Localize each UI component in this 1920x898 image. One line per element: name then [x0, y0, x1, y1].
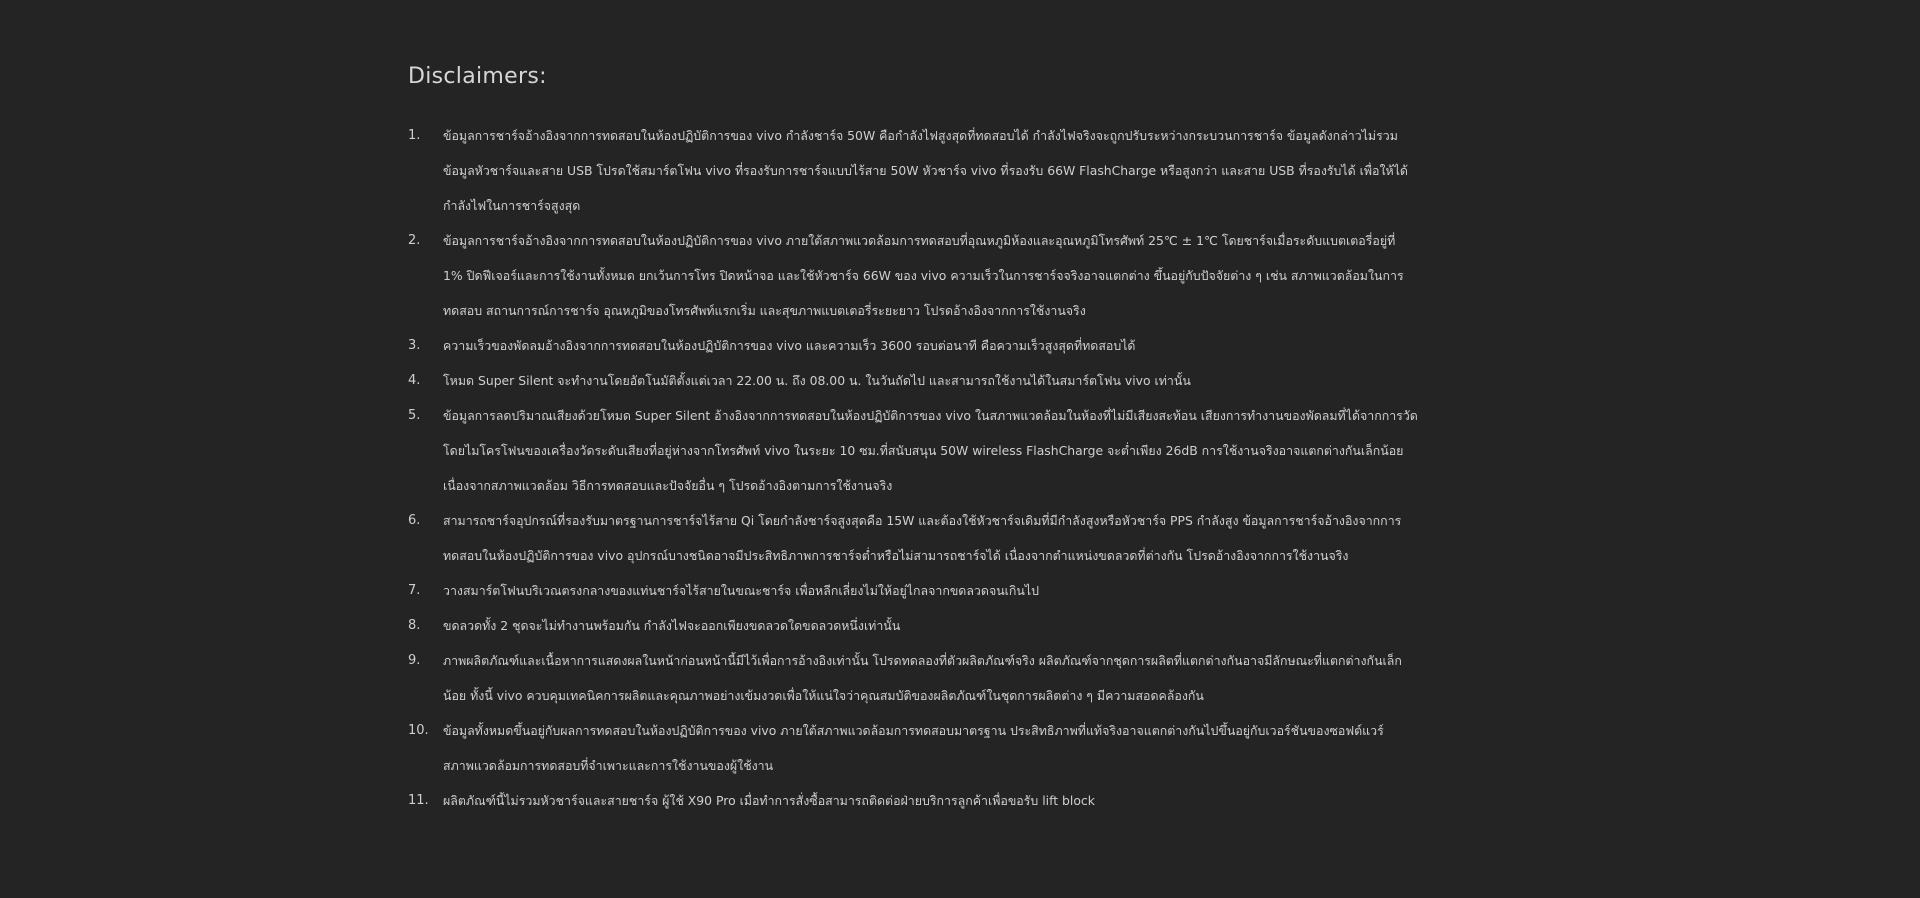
disclaimer-item	[408, 713, 1548, 783]
disclaimer-number: 3.	[408, 338, 421, 353]
disclaimer-number: 1.	[408, 128, 421, 143]
disclaimer-text-line: ข้อมูลการลดปริมาณเสียงด้วยโหมด Super Silent อ้างอิงจากการทดสอบในห้องปฏิบัติการของ vivo ในสภาพแวดล้อมในห้องที่ไม่มีเสียงสะท้อน เสียงการทำงานของพัดลมที่ได้จากการวัด	[443, 408, 1418, 423]
disclaimers-title: Disclaimers:	[408, 64, 547, 89]
disclaimer-text-line: สามารถชาร์จอุปกรณ์ที่รองรับมาตรฐานการชาร์จไร้สาย Qi โดยกำลังชาร์จสูงสุดคือ 15W และต้องใช้หัวชาร์จเดิมที่มีกำลังสูงหรือหัวชาร์จ PPS กำลังสูง ข้อมูลการชาร์จอ้างอิงจากการ	[443, 513, 1402, 528]
disclaimer-item	[408, 608, 1548, 643]
disclaimer-text-line: ผลิตภัณฑ์นี้ไม่รวมหัวชาร์จและสายชาร์จ ผู้ใช้ X90 Pro เมื่อทำการสั่งซื้อสามารถติดต่อฝ่ายบริการลูกค้าเพื่อขอรับ lift block	[443, 793, 1095, 808]
disclaimer-item	[408, 503, 1548, 573]
disclaimer-text-line: ภาพผลิตภัณฑ์และเนื้อหาการแสดงผลในหน้าก่อนหน้านี้มีไว้เพื่อการอ้างอิงเท่านั้น โปรดทดลองที่ตัวผลิตภัณฑ์จริง ผลิตภัณฑ์จากชุดการผลิตที่แตกต่างกันอาจมีลักษณะที่แตกต่างกันเล็ก	[443, 653, 1402, 668]
disclaimer-text-line: กำลังไฟในการชาร์จสูงสุด	[443, 198, 581, 213]
disclaimer-number: 5.	[408, 408, 421, 423]
disclaimer-text-line: 1% ปิดฟีเจอร์และการใช้งานทั้งหมด ยกเว้นการโทร ปิดหน้าจอ และใช้หัวชาร์จ 66W ของ vivo ความเร็วในการชาร์จจริงอาจแตกต่าง ขึ้นอยู่กับปัจจัยต่าง ๆ เช่น สภาพแวดล้อมในการ	[443, 268, 1404, 283]
disclaimer-text-line: สภาพแวดล้อมการทดสอบที่จำเพาะและการใช้งานของผู้ใช้งาน	[443, 758, 774, 773]
disclaimer-text-line: น้อย ทั้งนี้ vivo ควบคุมเทคนิคการผลิตและคุณภาพอย่างเข้มงวดเพื่อให้แน่ใจว่าคุณสมบัติของผลิตภัณฑ์ในชุดการผลิตต่าง ๆ มีความสอดคล้องกัน	[443, 688, 1204, 703]
disclaimer-item	[408, 118, 1548, 223]
disclaimer-item	[408, 363, 1548, 398]
disclaimer-item	[408, 398, 1548, 503]
disclaimer-text-line: ข้อมูลการชาร์จอ้างอิงจากการทดสอบในห้องปฏิบัติการของ vivo กำลังชาร์จ 50W คือกำลังไฟสูงสุดที่ทดสอบได้ กำลังไฟจริงจะถูกปรับระหว่างกระบวนการชาร์จ ข้อมูลดังกล่าวไม่รวม	[443, 128, 1398, 143]
disclaimer-number: 11.	[408, 793, 429, 808]
disclaimer-item	[408, 783, 1548, 818]
disclaimer-number: 6.	[408, 513, 421, 528]
disclaimer-text-line: ทดสอบในห้องปฏิบัติการของ vivo อุปกรณ์บางชนิดอาจมีประสิทธิภาพการชาร์จต่ำหรือไม่สามารถชาร์จได้ เนื่องจากตำแหน่งขดลวดที่ต่างกัน โปรดอ้างอิงจากการใช้งานจริง	[443, 548, 1349, 563]
disclaimer-item	[408, 573, 1548, 608]
disclaimer-text-line: ขดลวดทั้ง 2 ชุดจะไม่ทำงานพร้อมกัน กำลังไฟจะออกเพียงขดลวดใดขดลวดหนึ่งเท่านั้น	[443, 618, 901, 633]
disclaimer-text-line: ข้อมูลทั้งหมดขึ้นอยู่กับผลการทดสอบในห้องปฏิบัติการของ vivo ภายใต้สภาพแวดล้อมการทดสอบมาตรฐาน ประสิทธิภาพที่แท้จริงอาจแตกต่างกันไปขึ้นอยู่กับเวอร์ชันของซอฟต์แวร์	[443, 723, 1384, 738]
disclaimer-text-line: เนื่องจากสภาพแวดล้อม วิธีการทดสอบและปัจจัยอื่น ๆ โปรดอ้างอิงตามการใช้งานจริง	[443, 478, 893, 493]
disclaimer-number: 4.	[408, 373, 421, 388]
disclaimer-item	[408, 328, 1548, 363]
disclaimers-list	[408, 118, 1548, 818]
disclaimer-text-line: ความเร็วของพัดลมอ้างอิงจากการทดสอบในห้องปฏิบัติการของ vivo และความเร็ว 3600 รอบต่อนาที คือความเร็วสูงสุดที่ทดสอบได้	[443, 338, 1136, 353]
disclaimer-text-line: ทดสอบ สถานการณ์การชาร์จ อุณหภูมิของโทรศัพท์แรกเริ่ม และสุขภาพแบตเตอรี่ระยะยาว โปรดอ้างอิงจากการใช้งานจริง	[443, 303, 1086, 318]
disclaimer-number: 10.	[408, 723, 429, 738]
disclaimer-text-line: โดยไมโครโฟนของเครื่องวัดระดับเสียงที่อยู่ห่างจากโทรศัพท์ vivo ในระยะ 10 ซม.ที่สนับสนุน 50W wireless FlashCharge จะต่ำเพียง 26dB การใช้งานจริงอาจแตกต่างกันเล็กน้อย	[443, 443, 1404, 458]
disclaimer-text-line: ข้อมูลหัวชาร์จและสาย USB โปรดใช้สมาร์ตโฟน vivo ที่รองรับการชาร์จแบบไร้สาย 50W หัวชาร์จ vivo ที่รองรับ 66W FlashCharge หรือสูงกว่า และสาย USB ที่รองรับได้ เพื่อให้ได้	[443, 163, 1408, 178]
disclaimer-text-line: โหมด Super Silent จะทำงานโดยอัตโนมัติตั้งแต่เวลา 22.00 น. ถึง 08.00 น. ในวันถัดไป และสามารถใช้งานได้ในสมาร์ตโฟน vivo เท่านั้น	[443, 373, 1191, 388]
disclaimer-number: 2.	[408, 233, 421, 248]
disclaimer-text-line: ข้อมูลการชาร์จอ้างอิงจากการทดสอบในห้องปฏิบัติการของ vivo ภายใต้สภาพแวดล้อมการทดสอบที่อุณหภูมิห้องและอุณหภูมิโทรศัพท์ 25℃ ± 1℃ โดยชาร์จเมื่อระดับแบตเตอรี่อยู่ที่	[443, 233, 1396, 248]
disclaimer-text-line: วางสมาร์ตโฟนบริเวณตรงกลางของแท่นชาร์จไร้สายในขณะชาร์จ เพื่อหลีกเลี่ยงไม่ให้อยู่ไกลจากขดลวดจนเกินไป	[443, 583, 1039, 598]
disclaimer-item	[408, 643, 1548, 713]
disclaimer-number: 8.	[408, 618, 421, 633]
disclaimer-number: 9.	[408, 653, 421, 668]
disclaimer-item	[408, 223, 1548, 328]
disclaimer-number: 7.	[408, 583, 421, 598]
